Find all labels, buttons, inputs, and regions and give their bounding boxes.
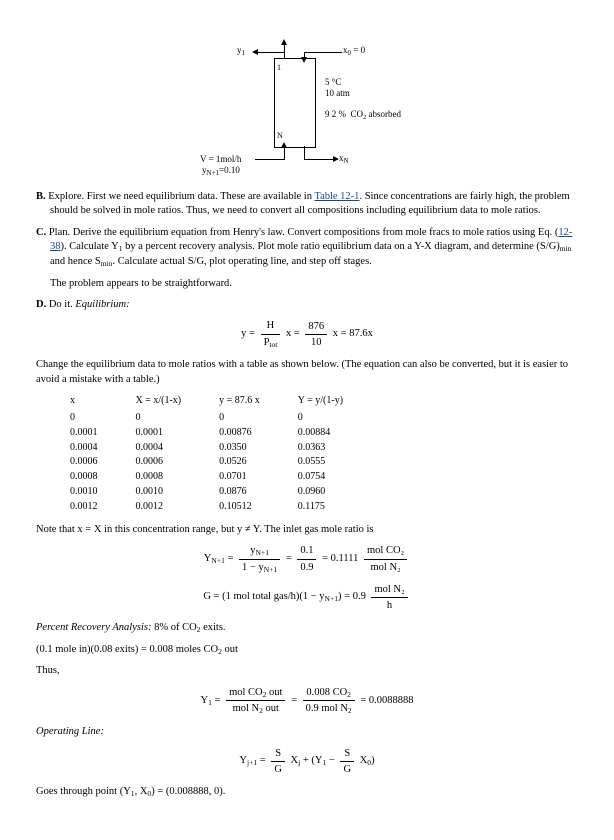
g-units-den: h bbox=[386, 600, 393, 612]
paragraph-explore bbox=[36, 190, 578, 219]
table-row bbox=[70, 411, 343, 426]
paragraph-note-x-equals-X: Note that x = X in this concentration range, but y ≠ Y. The inlet gas mole ratio is bbox=[36, 523, 374, 535]
yn1-num: $y_{N+1}$ bbox=[239, 544, 280, 560]
cell-x: 0.0004 bbox=[70, 441, 98, 453]
col-header-Y: Y = y/(1-y) bbox=[297, 395, 344, 407]
yn1-units-num: mol CO₂ bbox=[364, 544, 407, 559]
henry-num2: 876 bbox=[305, 320, 327, 335]
liquid-out-h-line bbox=[304, 159, 334, 160]
operating-line-head: Operating Line: bbox=[36, 726, 104, 738]
henry-den2: 10 bbox=[311, 336, 322, 348]
cell-Y: 0.0960 bbox=[297, 485, 326, 497]
op-s2: S bbox=[340, 747, 354, 762]
cell-X: 0.0012 bbox=[135, 500, 163, 512]
explore-text-2: . Since concentrations are fairly high, the problem should be solved in mole ratios. Thus, we need to convert all compositions including equilibrium data to mole ratios. bbox=[50, 191, 570, 217]
op-Y: $Y_{j+1}$ bbox=[239, 754, 258, 767]
yn1-units bbox=[364, 544, 407, 573]
henry-den: $P_{tot}$ bbox=[263, 336, 278, 349]
label-feed-comp: $y_{N+1}=0.10$ bbox=[202, 165, 240, 177]
henry-y: y = bbox=[241, 328, 255, 340]
stage-n-label: N bbox=[277, 131, 283, 140]
y1-equals: = bbox=[214, 694, 221, 706]
plan-text-1: Derive the equilibrium equation from Henry's law. Convert compositions from mole fracs to mole ratios using Eq. ( bbox=[70, 226, 559, 238]
yn1-label: $Y_{N+1}$ bbox=[203, 552, 225, 565]
cell-y: 0.0701 bbox=[219, 471, 247, 483]
cell-Y: 0.0754 bbox=[297, 471, 326, 483]
paragraph-plan bbox=[36, 226, 578, 270]
cell-x: 0.0006 bbox=[70, 456, 98, 468]
equilibrium-table bbox=[70, 394, 343, 514]
goes-through-text: Goes through point ($Y_1$, $X_0) = (0.008888$, 0). bbox=[36, 785, 226, 798]
cell-x: 0 bbox=[70, 411, 75, 423]
col-header-X: X = x/(1-x) bbox=[135, 395, 182, 407]
cell-X: 0 bbox=[135, 411, 141, 423]
explore-head: Explore. bbox=[48, 191, 85, 202]
table-row bbox=[70, 485, 343, 500]
table-header-row bbox=[70, 394, 343, 411]
table-row bbox=[70, 455, 343, 470]
equation-YN1 bbox=[36, 544, 578, 574]
yn1-units-den: mol N₂ bbox=[370, 561, 401, 573]
yn1-equals-2: = bbox=[285, 552, 292, 564]
cell-x: 0.0008 bbox=[70, 471, 98, 483]
gas-out-arrowhead bbox=[281, 39, 287, 45]
equation-Y1 bbox=[36, 686, 578, 716]
y1-den2: 0.9 mol $N_2$ bbox=[305, 703, 352, 716]
y1-fraction-1 bbox=[226, 686, 285, 716]
plan-head: Plan. bbox=[48, 226, 71, 238]
cell-y: 0.00876 bbox=[219, 426, 252, 438]
op-plus: + ($Y_1$ − bbox=[302, 754, 335, 767]
equation-henrys-law bbox=[36, 319, 578, 349]
cell-X: 0.0006 bbox=[135, 456, 163, 468]
liquid-in-h-line bbox=[304, 52, 342, 53]
cell-y: 0.10512 bbox=[219, 500, 252, 512]
col-header-x: x bbox=[70, 395, 75, 407]
paragraph-operating-line-head bbox=[36, 725, 578, 739]
cell-X: 0.0001 bbox=[135, 426, 163, 438]
cell-x: 0.0010 bbox=[70, 485, 98, 497]
g-expression: G = (1 mol total $gas/h)(1 - y_{N+1}) = 0.9$ bbox=[203, 591, 366, 604]
paragraph-percent-recovery bbox=[36, 621, 578, 636]
equation-G bbox=[36, 583, 578, 612]
col-header-y: y = 87.6 x bbox=[219, 395, 260, 407]
paragraph-goes-through bbox=[36, 785, 578, 800]
cell-x: 0.0012 bbox=[70, 500, 98, 512]
gas-in-v-line bbox=[284, 146, 285, 160]
cell-Y: 0.00884 bbox=[297, 426, 331, 438]
paragraph-thus: Thus, bbox=[36, 665, 60, 677]
g-units-num: mol N₂ bbox=[371, 583, 407, 598]
label-pressure: 10 atm bbox=[325, 88, 350, 98]
henry-x2: x = 87.6x bbox=[332, 328, 373, 340]
y1-den: mol $N_2$ out bbox=[232, 703, 279, 716]
gas-in-arrowhead bbox=[281, 142, 287, 148]
table-row bbox=[70, 426, 343, 441]
op-g: G bbox=[274, 763, 282, 775]
henry-x1: x = bbox=[286, 328, 300, 340]
table-row bbox=[70, 500, 343, 515]
op-Xj: $X_j$ bbox=[290, 754, 301, 767]
document-body bbox=[0, 190, 614, 799]
moles-out-text: (0.1 mole in)(0.08 exits) = 0.008 moles $CO_2$ out bbox=[36, 643, 238, 657]
cell-X: 0.0008 bbox=[135, 471, 163, 483]
op-fraction-2 bbox=[340, 747, 354, 776]
henry-num: H bbox=[261, 319, 281, 334]
liquid-out-v-line bbox=[304, 146, 305, 160]
cell-y: 0 bbox=[219, 411, 225, 423]
cell-y: 0.0350 bbox=[219, 441, 247, 453]
yn1-den2: 0.9 bbox=[300, 561, 314, 573]
table-12-1-link[interactable]: Table 12-1 bbox=[314, 191, 360, 202]
stage-1-label: 1 bbox=[277, 63, 281, 72]
cell-y: 0.0876 bbox=[219, 485, 247, 497]
y1-value: = 0.0088888 bbox=[360, 694, 414, 706]
label-x0: $x_0 = 0$ bbox=[343, 45, 366, 57]
absorber-diagram bbox=[200, 40, 445, 190]
y1-equals-2: = bbox=[291, 694, 297, 706]
yn1-num2: 0.1 bbox=[297, 544, 316, 559]
op-fraction-1 bbox=[271, 747, 285, 776]
label-absorbed: 9 2 % $CO_2$ absorbed bbox=[325, 109, 401, 121]
op-equals: = bbox=[259, 754, 266, 766]
table-row bbox=[70, 470, 343, 485]
y1-num2: 0.008 $CO_2$ bbox=[303, 686, 355, 702]
g-units bbox=[371, 583, 407, 612]
y1-fraction-2 bbox=[303, 686, 355, 716]
cell-X: 0.0010 bbox=[135, 485, 163, 497]
y1-label: $Y_1$ bbox=[200, 694, 212, 707]
plan-letter: C. bbox=[36, 226, 47, 238]
gas-out-h-line bbox=[258, 52, 285, 53]
label-y1: $y_1$ bbox=[237, 45, 245, 57]
op-g2: G bbox=[343, 763, 352, 775]
explore-letter: B. bbox=[36, 191, 46, 202]
paragraph-doit bbox=[36, 298, 578, 312]
cell-y: 0.0526 bbox=[219, 456, 247, 468]
doit-head: Do it. bbox=[48, 299, 73, 310]
plan-text-2: ). Calculate $Y_1$ by a percent recovery analysis. Plot mole ratio equilibrium data on a Y-X diagram, and determine $(S/G)_{min}$ and hence $S_{min}$. Calculate actual S/G, plot operating line, and step off stages. bbox=[50, 241, 572, 269]
yn1-equals: = bbox=[227, 552, 234, 564]
percent-recovery-text: 8% of $CO_2$ exits. bbox=[151, 622, 226, 635]
yn1-fraction-1 bbox=[239, 544, 280, 574]
cell-Y: 0.0555 bbox=[297, 456, 326, 468]
explore-text-1: First we need equilibrium data. These are available in bbox=[84, 191, 315, 202]
table-row bbox=[70, 441, 343, 456]
henry-fraction-2 bbox=[305, 320, 327, 349]
yn1-value: = 0.1111 bbox=[322, 552, 359, 564]
cell-Y: 0.1175 bbox=[297, 500, 325, 512]
eq-12-38-link[interactable]: 12-38 bbox=[50, 226, 573, 253]
paragraph-moles-out bbox=[36, 643, 578, 658]
label-feed-rate: V = 1mol/h bbox=[200, 154, 242, 164]
doit-subhead: Equilibrium: bbox=[75, 299, 130, 310]
op-s: S bbox=[271, 747, 285, 762]
cell-x: 0.0001 bbox=[70, 426, 98, 438]
y1-num: mol $CO_2$ out bbox=[226, 686, 285, 702]
paragraph-plan-note: The problem appears to be straightforward. bbox=[50, 277, 232, 289]
liquid-in-arrowhead bbox=[301, 57, 307, 63]
label-xn: $x_N$ bbox=[339, 153, 349, 165]
cell-Y: 0.0363 bbox=[297, 441, 326, 453]
paragraph-change-data: Change the equilibrium data to mole ratios with a table as shown below. (The equation can also be converted, but it is easier to avoid a mistake with a table.) bbox=[36, 359, 569, 385]
yn1-fraction-2 bbox=[297, 544, 316, 573]
cell-X: 0.0004 bbox=[135, 441, 163, 453]
doit-letter: D. bbox=[36, 299, 47, 310]
gas-out-left-arrowhead bbox=[252, 49, 258, 55]
yn1-den: $1 - y_{N+1}$ bbox=[242, 561, 278, 574]
document-page bbox=[0, 40, 614, 840]
label-temperature: 5 °C bbox=[325, 77, 342, 87]
henry-fraction-1 bbox=[261, 319, 281, 349]
op-X0: $X_0$) bbox=[359, 754, 375, 767]
gas-in-h-line bbox=[255, 159, 285, 160]
percent-recovery-head: Percent Recovery Analysis: bbox=[36, 622, 152, 634]
cell-Y: 0 bbox=[297, 411, 303, 423]
equation-operating-line bbox=[36, 747, 578, 776]
process-diagram-region bbox=[0, 40, 614, 190]
